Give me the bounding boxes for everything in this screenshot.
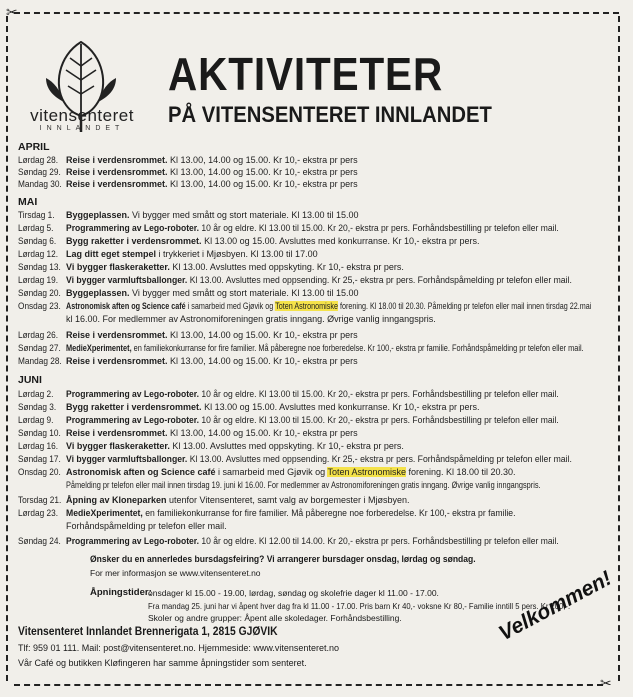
event-day: Søndag 17. [18,454,61,464]
page-title: AKTIVITETER [168,48,444,100]
scissors-icon: ✂ [6,4,18,20]
event-day: Søndag 29. [18,167,61,177]
opening-hours-label: Åpningstider: [90,587,152,598]
event-day: Lørdag 23. [18,508,59,518]
opening-hours-line: Skoler og andre grupper: Åpent alle skoledager. Forhåndsbestilling. [148,613,402,623]
event-day: Søndag 27. [18,343,61,353]
event-text: Vi bygger varmluftsballonger. Kl 13.00. Avsluttes med oppsending. Kr 25,- ekstra pr pers. Forhåndspåmelding pr telefon eller mail. [66,454,572,464]
page-subtitle: PÅ VITENSENTERET INNLANDET [168,102,492,127]
event-day: Lørdag 2. [18,389,54,399]
event-day: Søndag 13. [18,262,61,272]
event-day: Lørdag 12. [18,249,59,259]
scissors-icon: ✂ [600,675,612,691]
event-day: Mandag 28. [18,356,62,366]
event-text: Programmering av Lego-roboter. 10 år og eldre. Kl 13.00 til 15.00. Kr 20,- ekstra pr pers. Forhåndsbestilling pr telefon eller mail. [66,223,559,233]
event-text: Reise i verdensrommet. Kl 13.00, 14.00 og 15.00. Kr 10,- ekstra pr pers [66,356,358,366]
cafe-info: Vår Café og butikken Kløfingeren har samme åpningstider som senteret. [18,658,307,668]
month-heading-mai: MAI [18,196,38,208]
event-day: Onsdag 20. [18,467,61,477]
event-day: Torsdag 21. [18,495,62,505]
event-text: Reise i verdensrommet. Kl 13.00, 14.00 og 15.00. Kr 10,- ekstra pr pers [66,428,358,438]
month-heading-april: APRIL [18,141,50,153]
cut-line-left [6,16,8,681]
cut-line-top [14,12,619,14]
event-day: Mandag 30. [18,179,62,189]
event-day: Søndag 6. [18,236,57,246]
welcome-text: Velkommen! [495,566,616,646]
event-text: Reise i verdensrommet. Kl 13.00, 14.00 og 15.00. Kr 10,- ekstra pr pers [66,155,358,165]
event-text: MedieXperimentet, en familiekonkurranse for fire familier. Må påberegne noe forberedelse. Kr 100,- ekstra pr familie. Forhåndspåmelding pr telefon eller mail. [66,343,584,353]
cut-line-bottom [14,684,603,686]
event-text: Reise i verdensrommet. Kl 13.00, 14.00 og 15.00. Kr 10,- ekstra pr pers [66,167,358,177]
highlight-text: Toten Astronomiske [275,301,338,311]
opening-hours-line: onsdager kl 15.00 - 19.00, lørdag, søndag og skolefrie dager kl 11.00 - 17.00. [148,588,439,598]
opening-hours-line: Fra mandag 25. juni har vi åpent hver dag fra kl 11.00 - 17.00. Pris barn Kr 40,- voksne Kr 80,- Familie inntill 5 pers. Kr 200,-. [148,601,571,611]
event-day: Tirsdag 1. [18,210,55,220]
month-heading-juni: JUNI [18,374,42,386]
event-day: Søndag 24. [18,536,61,546]
contact-info: Tlf: 959 01 111. Mail: post@vitensenteret.no. Hjemmeside: www.vitensenteret.no [18,643,339,653]
event-day: Lørdag 5. [18,223,54,233]
event-day: Søndag 20. [18,288,61,298]
event-text: Astronomisk aften og Science café i samarbeid med Gjøvik og Toten Astronomiske forening. Kl 18.00 til 20.30. Påmelding pr telefon eller mail innen tirsdag 22.mai [66,301,592,311]
event-text: Byggeplassen. Vi bygger med smått og stort materiale. Kl 13.00 til 15.00 [66,288,359,298]
event-text-continued: Forhåndspåmelding pr telefon eller mail. [66,521,227,531]
logo-name: vitensenteret [30,106,134,125]
event-text-continued: kl 16.00. For medlemmer av Astronomiforeningen gratis inngang. Øvrige vanlig inngangspris. [66,314,436,324]
event-text-continued: Påmelding pr telefon eller mail innen tirsdag 19. juni kl 16.00. For medlemmer av Astronomiforeningen gratis inngang. Øvrige vanlig inngangspris. [66,480,541,490]
cut-line-right [618,16,620,681]
highlight-text: Toten Astronomiske [327,467,406,477]
event-text: Vi bygger varmluftsballonger. Kl 13.00. Avsluttes med oppsending. Kr 25,- ekstra pr pers. Forhåndspåmelding pr telefon eller mail. [66,275,572,285]
event-day: Søndag 10. [18,428,61,438]
event-text: Åpning av Kloneparken utenfor Vitensenteret, samt valg av borgemester i Mjøsbyen. [66,495,410,505]
event-text: Reise i verdensrommet. Kl 13.00, 14.00 og 15.00. Kr 10,- ekstra pr pers [66,330,358,340]
event-day: Onsdag 23. [18,301,61,311]
birthday-heading: Ønsker du en annerledes bursdagsfeiring? Vi arrangerer bursdager onsdag, lørdag og søndag. [90,554,476,565]
address: Vitensenteret Innlandet Brennerigata 1, 2815 GJØVIK [18,624,278,638]
event-text: Vi bygger flaskeraketter. Kl 13.00. Avsluttes med oppskyting. Kr 10,- ekstra pr pers. [66,262,404,272]
event-text: Bygg raketter i verdensrommet. Kl 13.00 og 15.00. Avsluttes med konkurranse. Kr 10,- ekstra pr pers. [66,402,480,412]
birthday-info: For mer informasjon se www.vitensenteret.no [90,568,261,578]
event-text: Programmering av Lego-roboter. 10 år og eldre. Kl 13.00 til 15.00. Kr 20,- ekstra pr pers. Forhåndsbestilling pr telefon eller mail. [66,389,559,399]
event-text: Reise i verdensrommet. Kl 13.00, 14.00 og 15.00. Kr 10,- ekstra pr pers [66,179,358,189]
event-day: Søndag 3. [18,402,57,412]
event-day: Lørdag 28. [18,155,59,165]
event-text: Programmering av Lego-roboter. 10 år og eldre. Kl 12.00 til 14.00. Kr 20,- ekstra pr pers. Forhåndsbestilling pr telefon eller mail. [66,536,559,546]
event-text: Astronomisk aften og Science café i samarbeid med Gjøvik og Toten Astronomiske forening. Kl 18.00 til 20.30. [66,467,516,477]
event-day: Lørdag 16. [18,441,59,451]
event-text: Vi bygger flaskeraketter. Kl 13.00. Avsluttes med oppskyting. Kr 10,- ekstra pr pers. [66,441,404,451]
event-text: Bygg raketter i verdensrommet. Kl 13.00 og 15.00. Avsluttes med konkurranse. Kr 10,- ekstra pr pers. [66,236,480,246]
event-day: Lørdag 9. [18,415,54,425]
event-text: MedieXperimentet, en familiekonkurranse for fire familier. Må påberegne noe forberedelse. Kr 100,- ekstra pr familie. [66,508,516,518]
event-day: Lørdag 19. [18,275,59,285]
event-text: Programmering av Lego-roboter. 10 år og eldre. Kl 13.00 til 15.00. Kr 20,- ekstra pr pers. Forhåndsbestilling pr telefon eller mail. [66,415,559,425]
event-text: Byggeplassen. Vi bygger med smått og stort materiale. Kl 13.00 til 15.00 [66,210,359,220]
event-text: Lag ditt eget stempel i trykkeriet i Mjøsbyen. Kl 13.00 til 17.00 [66,249,318,259]
event-day: Lørdag 26. [18,330,59,340]
logo-subtitle: INNLANDET [39,125,125,132]
